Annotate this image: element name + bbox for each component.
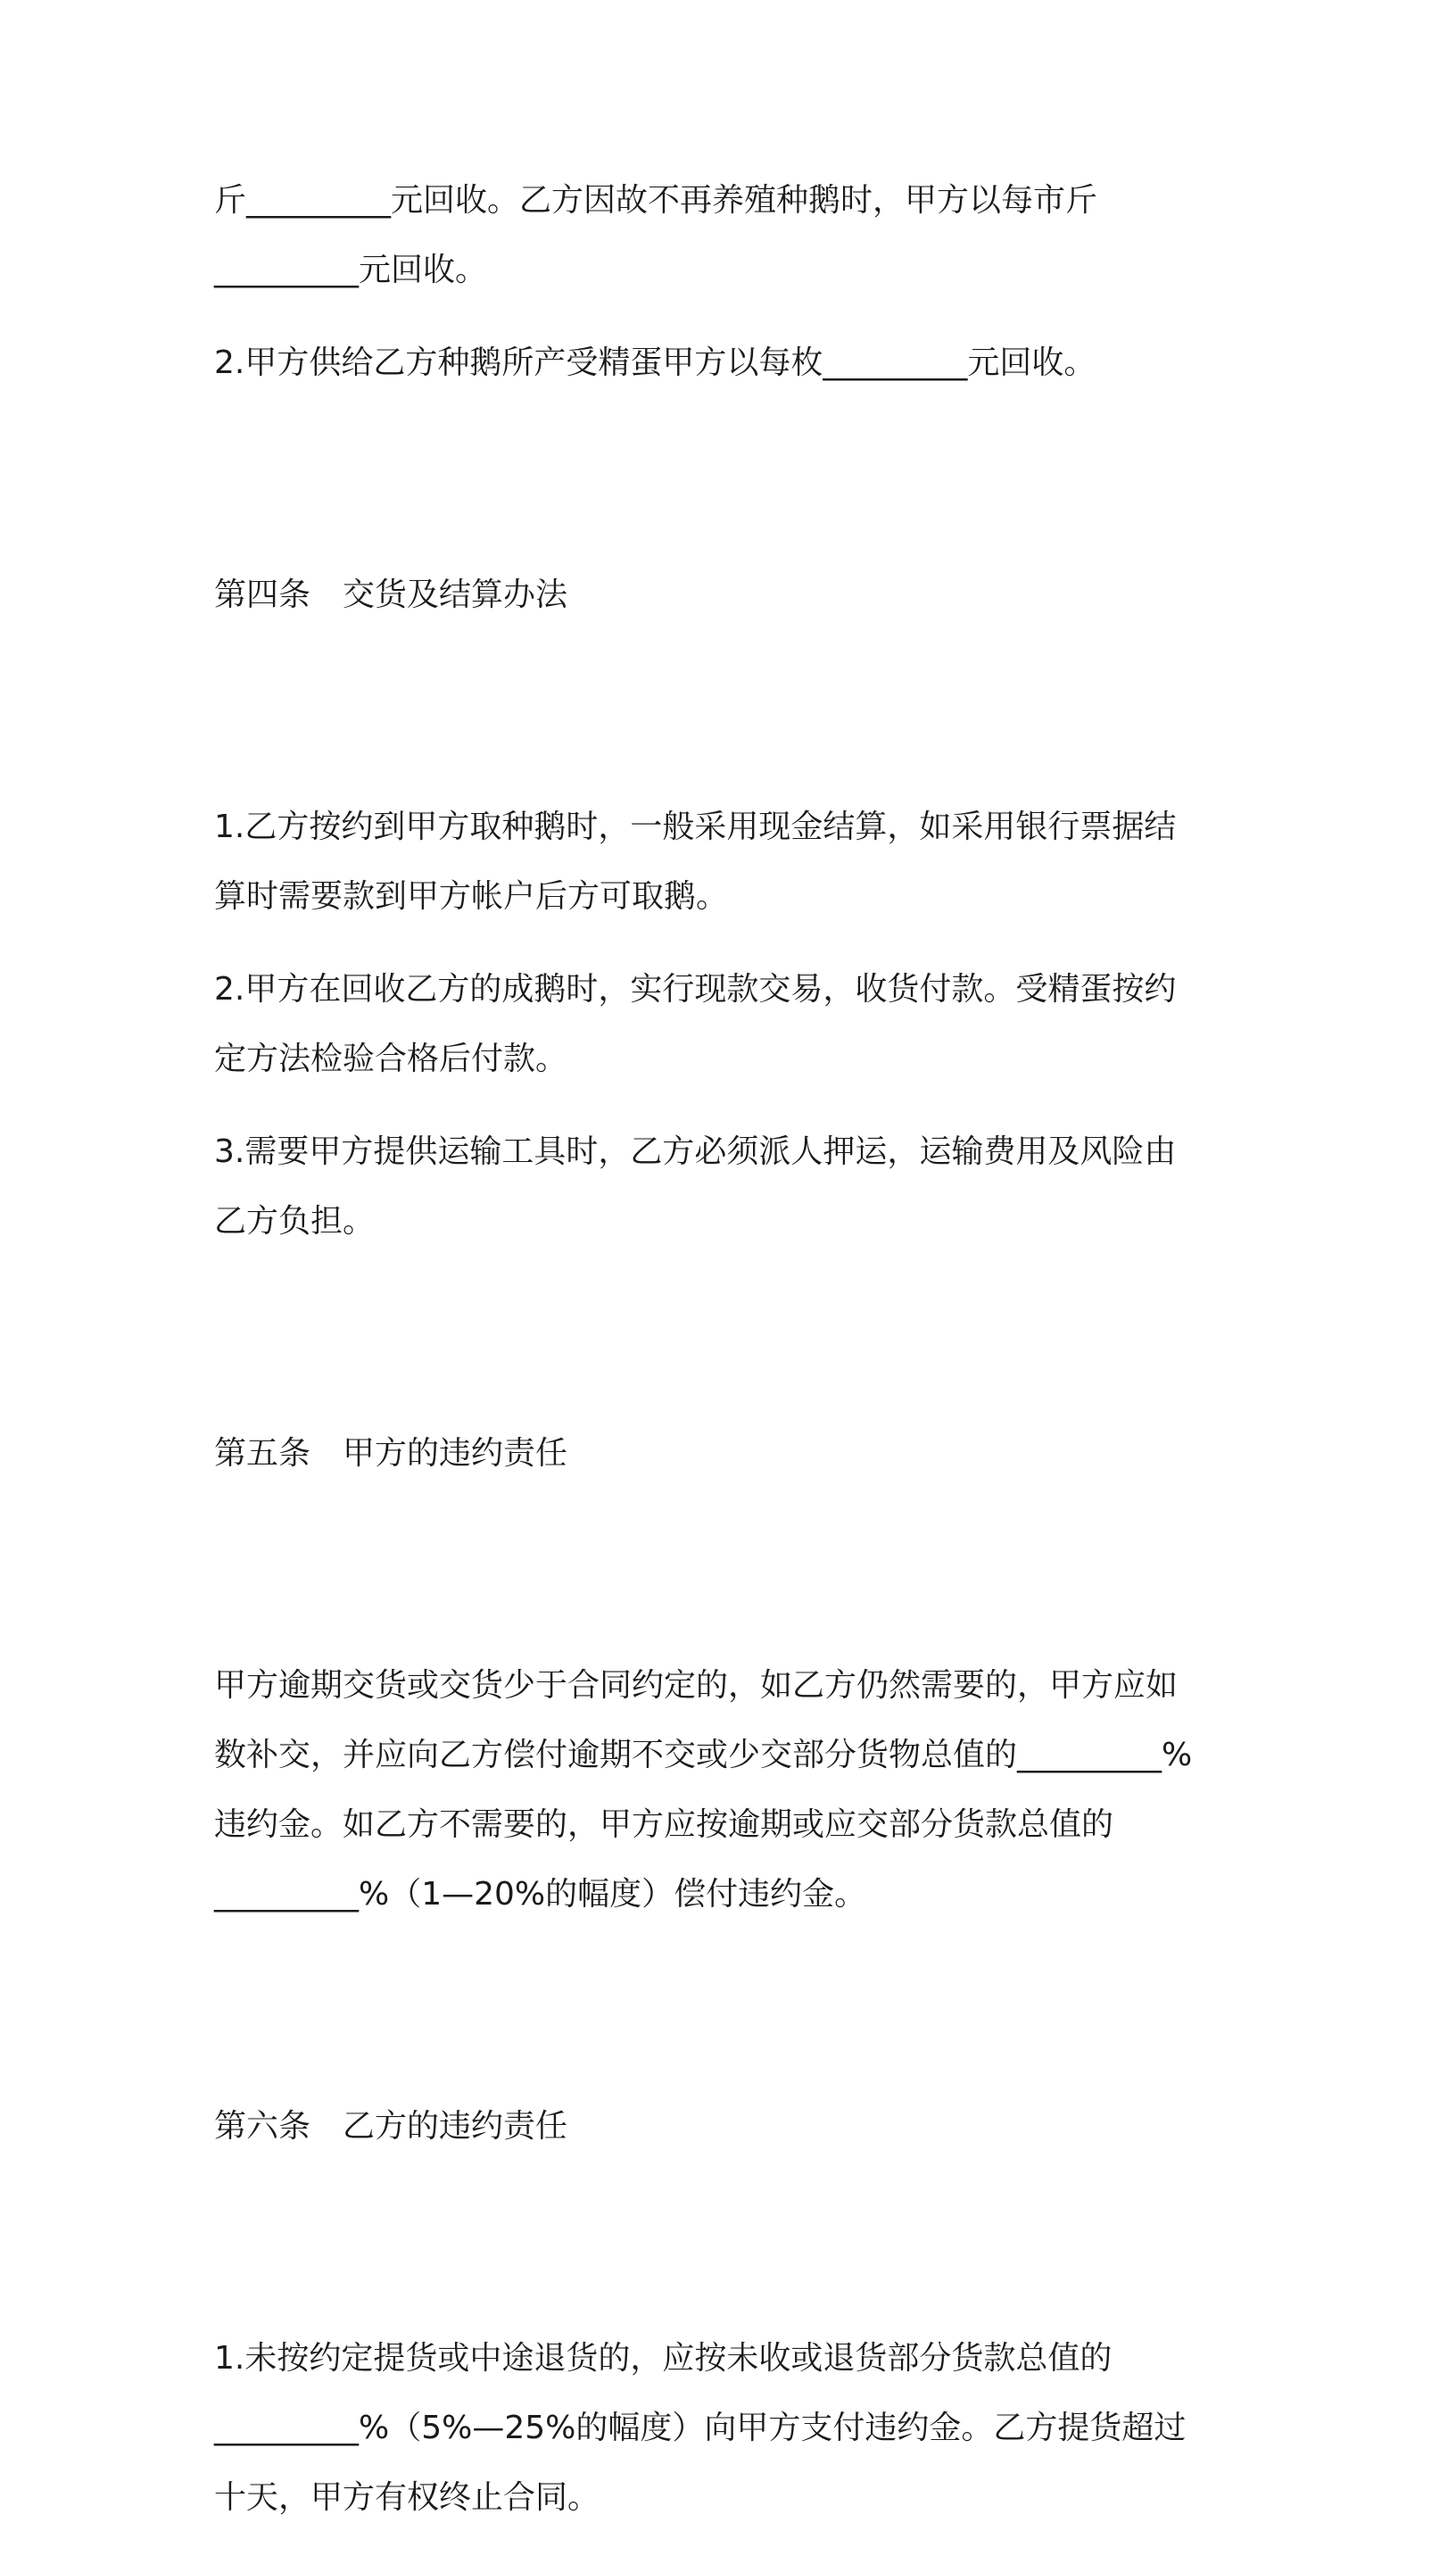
text-line: 定方法检验合格后付款。 xyxy=(214,1041,568,1077)
text-line: 3.需要甲方提供运输工具时，乙方必须派人押运，运输费用及风险由 xyxy=(214,1133,1177,1170)
heading-text: 第五条 甲方的违约责任 xyxy=(214,1435,568,1472)
text-line: 2.甲方在回收乙方的成鹅时，实行现款交易，收货付款。受精蛋按约 xyxy=(214,971,1177,1008)
paragraph-settlement-1 xyxy=(214,793,1258,932)
text-line: _________%（1—20%的幅度）偿付违约金。 xyxy=(214,1876,867,1913)
text-line: 乙方负担。 xyxy=(214,1203,376,1240)
text-line: 2.甲方供给乙方种鹅所产受精蛋甲方以每枚_________元回收。 xyxy=(214,344,1096,381)
paragraph-party-a-liability xyxy=(214,1651,1258,1929)
text-line: 数补交，并应向乙方偿付逾期不交或少交部分货物总值的_________% xyxy=(214,1737,1193,1773)
paragraph-settlement-3 xyxy=(214,1117,1258,1257)
paragraph-settlement-2 xyxy=(214,955,1258,1094)
text-line: 1.未按约定提货或中途退货的，应按未收或退货部分货款总值的 xyxy=(214,2340,1113,2377)
text-line: 甲方逾期交货或交货少于合同约定的，如乙方仍然需要的，甲方应如 xyxy=(214,1667,1179,1704)
paragraph-recovery-price xyxy=(214,166,1258,305)
article-4-heading xyxy=(214,421,1258,769)
article-6-heading xyxy=(214,1953,1258,2301)
text-line: _________%（5%—25%的幅度）向甲方支付违约金。乙方提货超过 xyxy=(214,2410,1187,2446)
heading-text: 第六条 乙方的违约责任 xyxy=(214,2108,568,2145)
document-body xyxy=(214,166,1258,2556)
article-5-heading xyxy=(214,1280,1258,1628)
text-line: 算时需要款到甲方帐户后方可取鹅。 xyxy=(214,878,729,915)
text-line: 十天，甲方有权终止合同。 xyxy=(214,2479,600,2516)
text-line: _________元回收。 xyxy=(214,252,488,288)
text-line: 违约金。如乙方不需要的，甲方应按逾期或应交部分货款总值的 xyxy=(214,1806,1114,1843)
paragraph-egg-recovery xyxy=(214,328,1258,398)
text-line: 1.乙方按约到甲方取种鹅时，一般采用现金结算，如采用银行票据结 xyxy=(214,809,1177,845)
heading-text: 第四条 交货及结算办法 xyxy=(214,577,568,613)
paragraph-party-b-liability-1 xyxy=(214,2324,1258,2533)
text-line: 斤_________元回收。乙方因故不再养殖种鹅时，甲方以每市斤 xyxy=(214,182,1098,219)
